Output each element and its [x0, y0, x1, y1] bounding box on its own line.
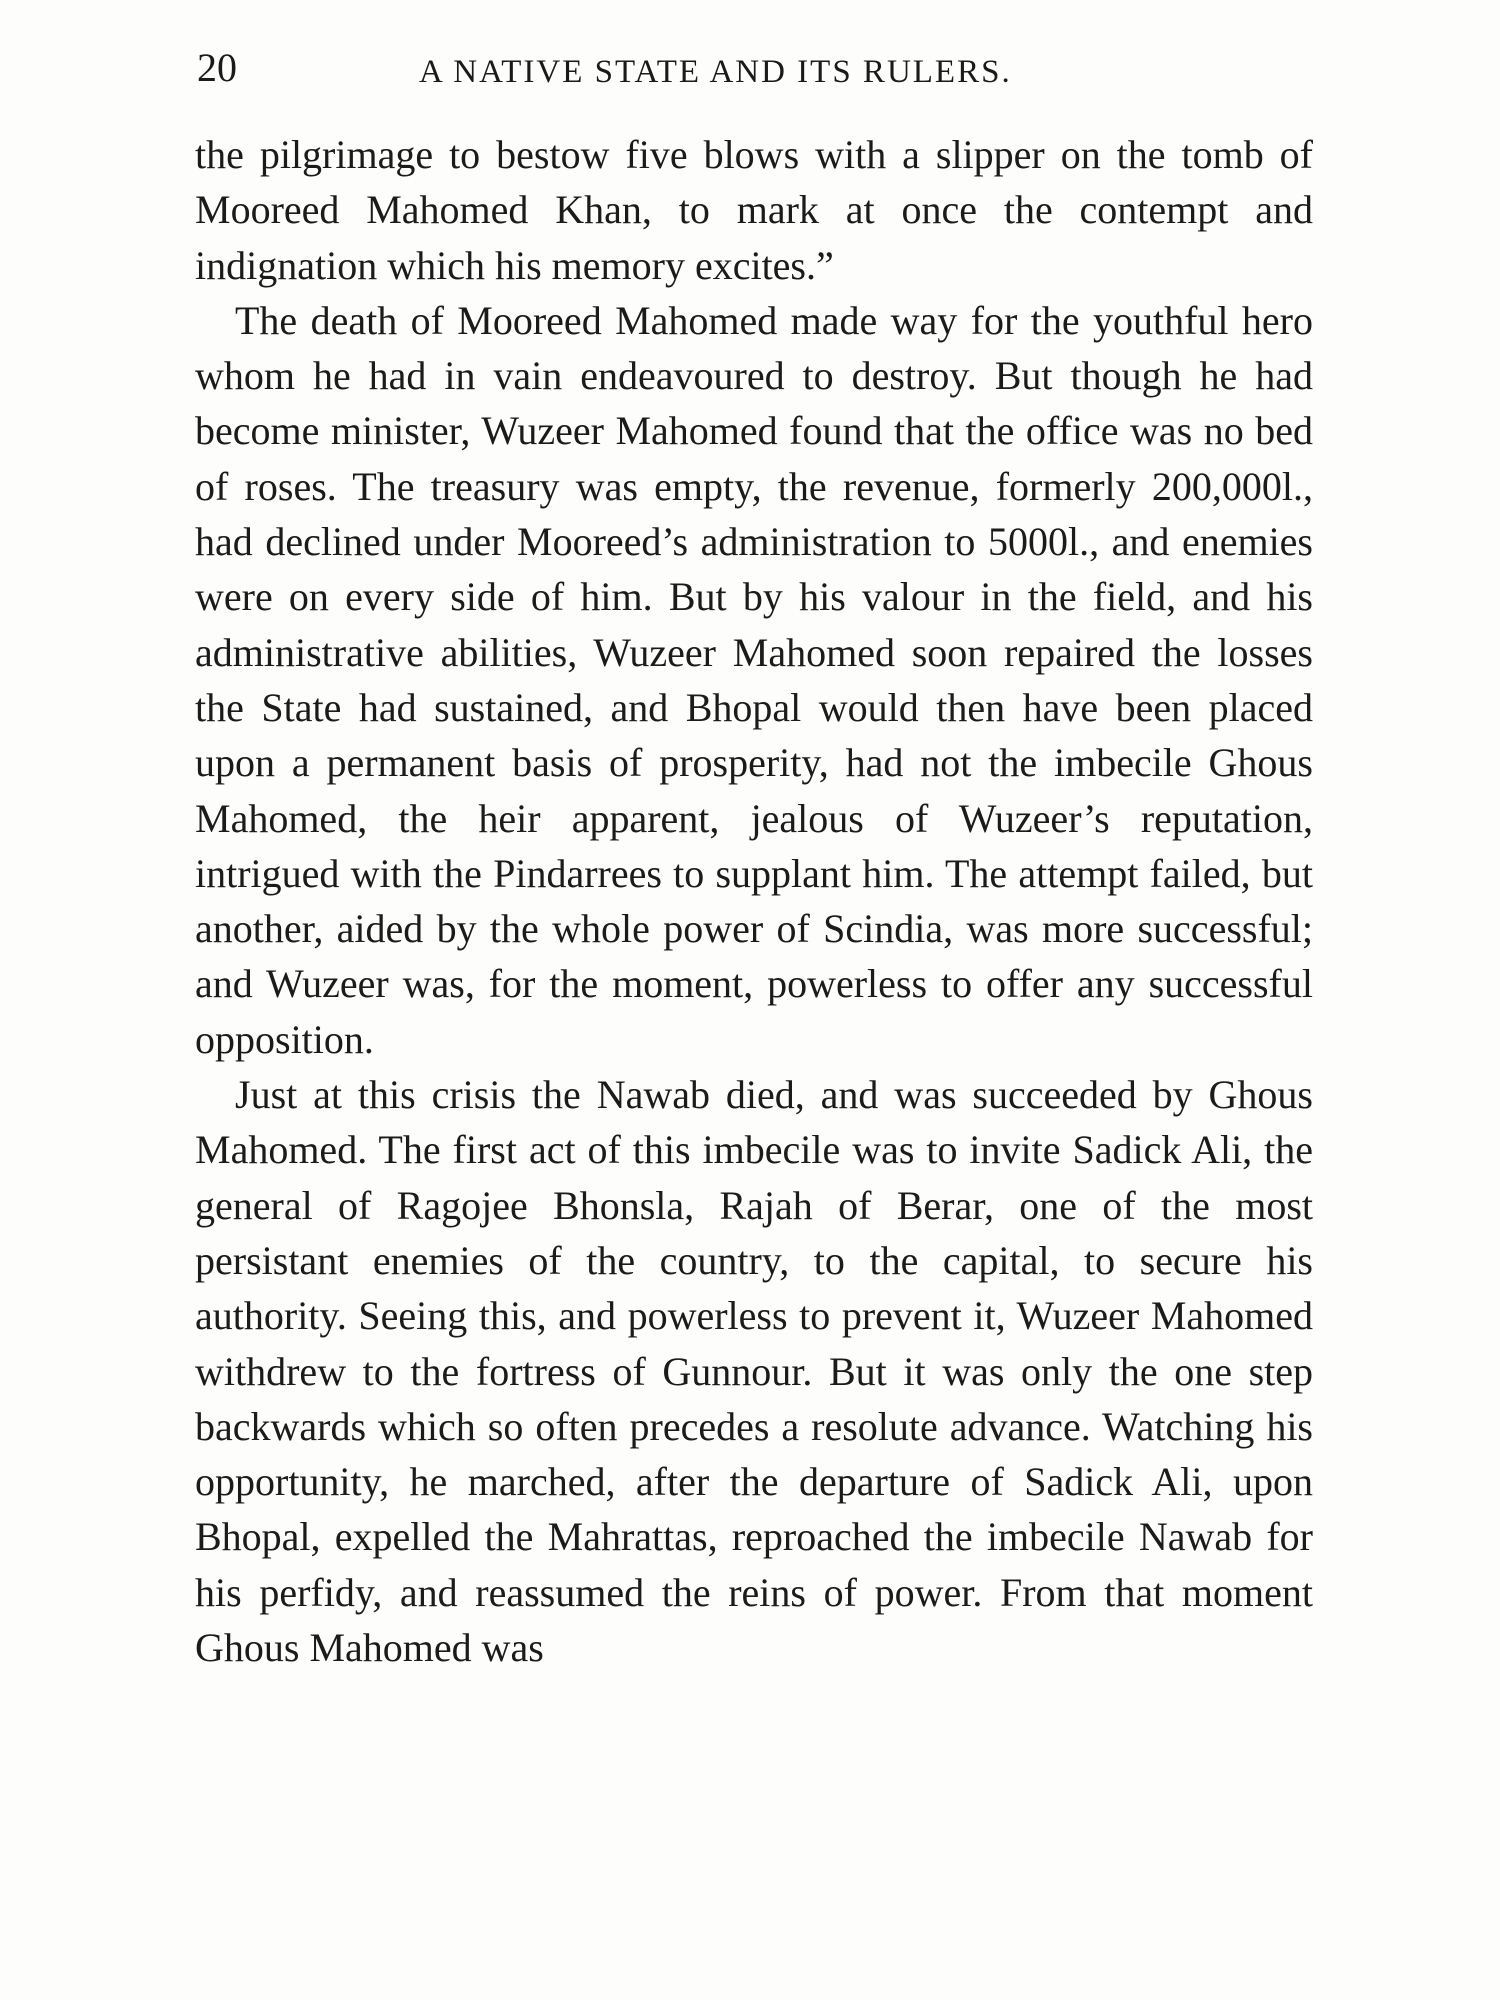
page-number: 20	[197, 45, 237, 90]
running-title: A NATIVE STATE AND ITS RULERS.	[419, 54, 1012, 90]
paragraph-continuation: the pilgrimage to bestow five blows with a slipper on the tomb of Mooreed Mahomed Khan, to mark at once the contempt and indignation which his memory excites.”	[195, 132, 1313, 288]
paragraph-nawab-died: Just at this crisis the Nawab died, and was succeeded by Ghous Mahomed. The first act of this imbecile was to invite Sadick Ali, the general of Ragojee Bhonsla, Rajah of Berar, one of the most persistant enemies of the country, to the capital, to secure his authority. Seeing this, and powerless to prevent it, Wuzeer Mahomed withdrew to the fortress of Gunnour. But it was only the one step backwards which so often precedes a resolute advance. Watching his opportunity, he marched, after the departure of Sadick Ali, upon Bhopal, expelled the Mahrattas, reproached the imbecile Nawab for his perfidy, and reassumed the reins of power. From that moment Ghous Mahomed was	[195, 1072, 1313, 1671]
paragraph-death-of-mooreed: The death of Mooreed Mahomed made way for the youthful hero whom he had in vain endeavoured to destroy. But though he had become minister, Wuzeer Mahomed found that the office was no bed of roses. The treasury was empty, the revenue, formerly 200,000l., had declined under Mooreed’s administration to 5000l., and enemies were on every side of him. But by his valour in the field, and his administrative abilities, Wuzeer Mahomed soon repaired the losses the State had sustained, and Bhopal would then have been placed upon a permanent basis of prosperity, had not the imbecile Ghous Mahomed, the heir apparent, jealous of Wuzeer’s reputation, intrigued with the Pindarrees to supplant him. The attempt failed, but another, aided by the whole power of Scindia, was more successful; and Wuzeer was, for the moment, powerless to offer any successful opposition.	[195, 297, 1313, 1062]
body-text	[195, 127, 1313, 1675]
running-head	[197, 38, 1317, 98]
